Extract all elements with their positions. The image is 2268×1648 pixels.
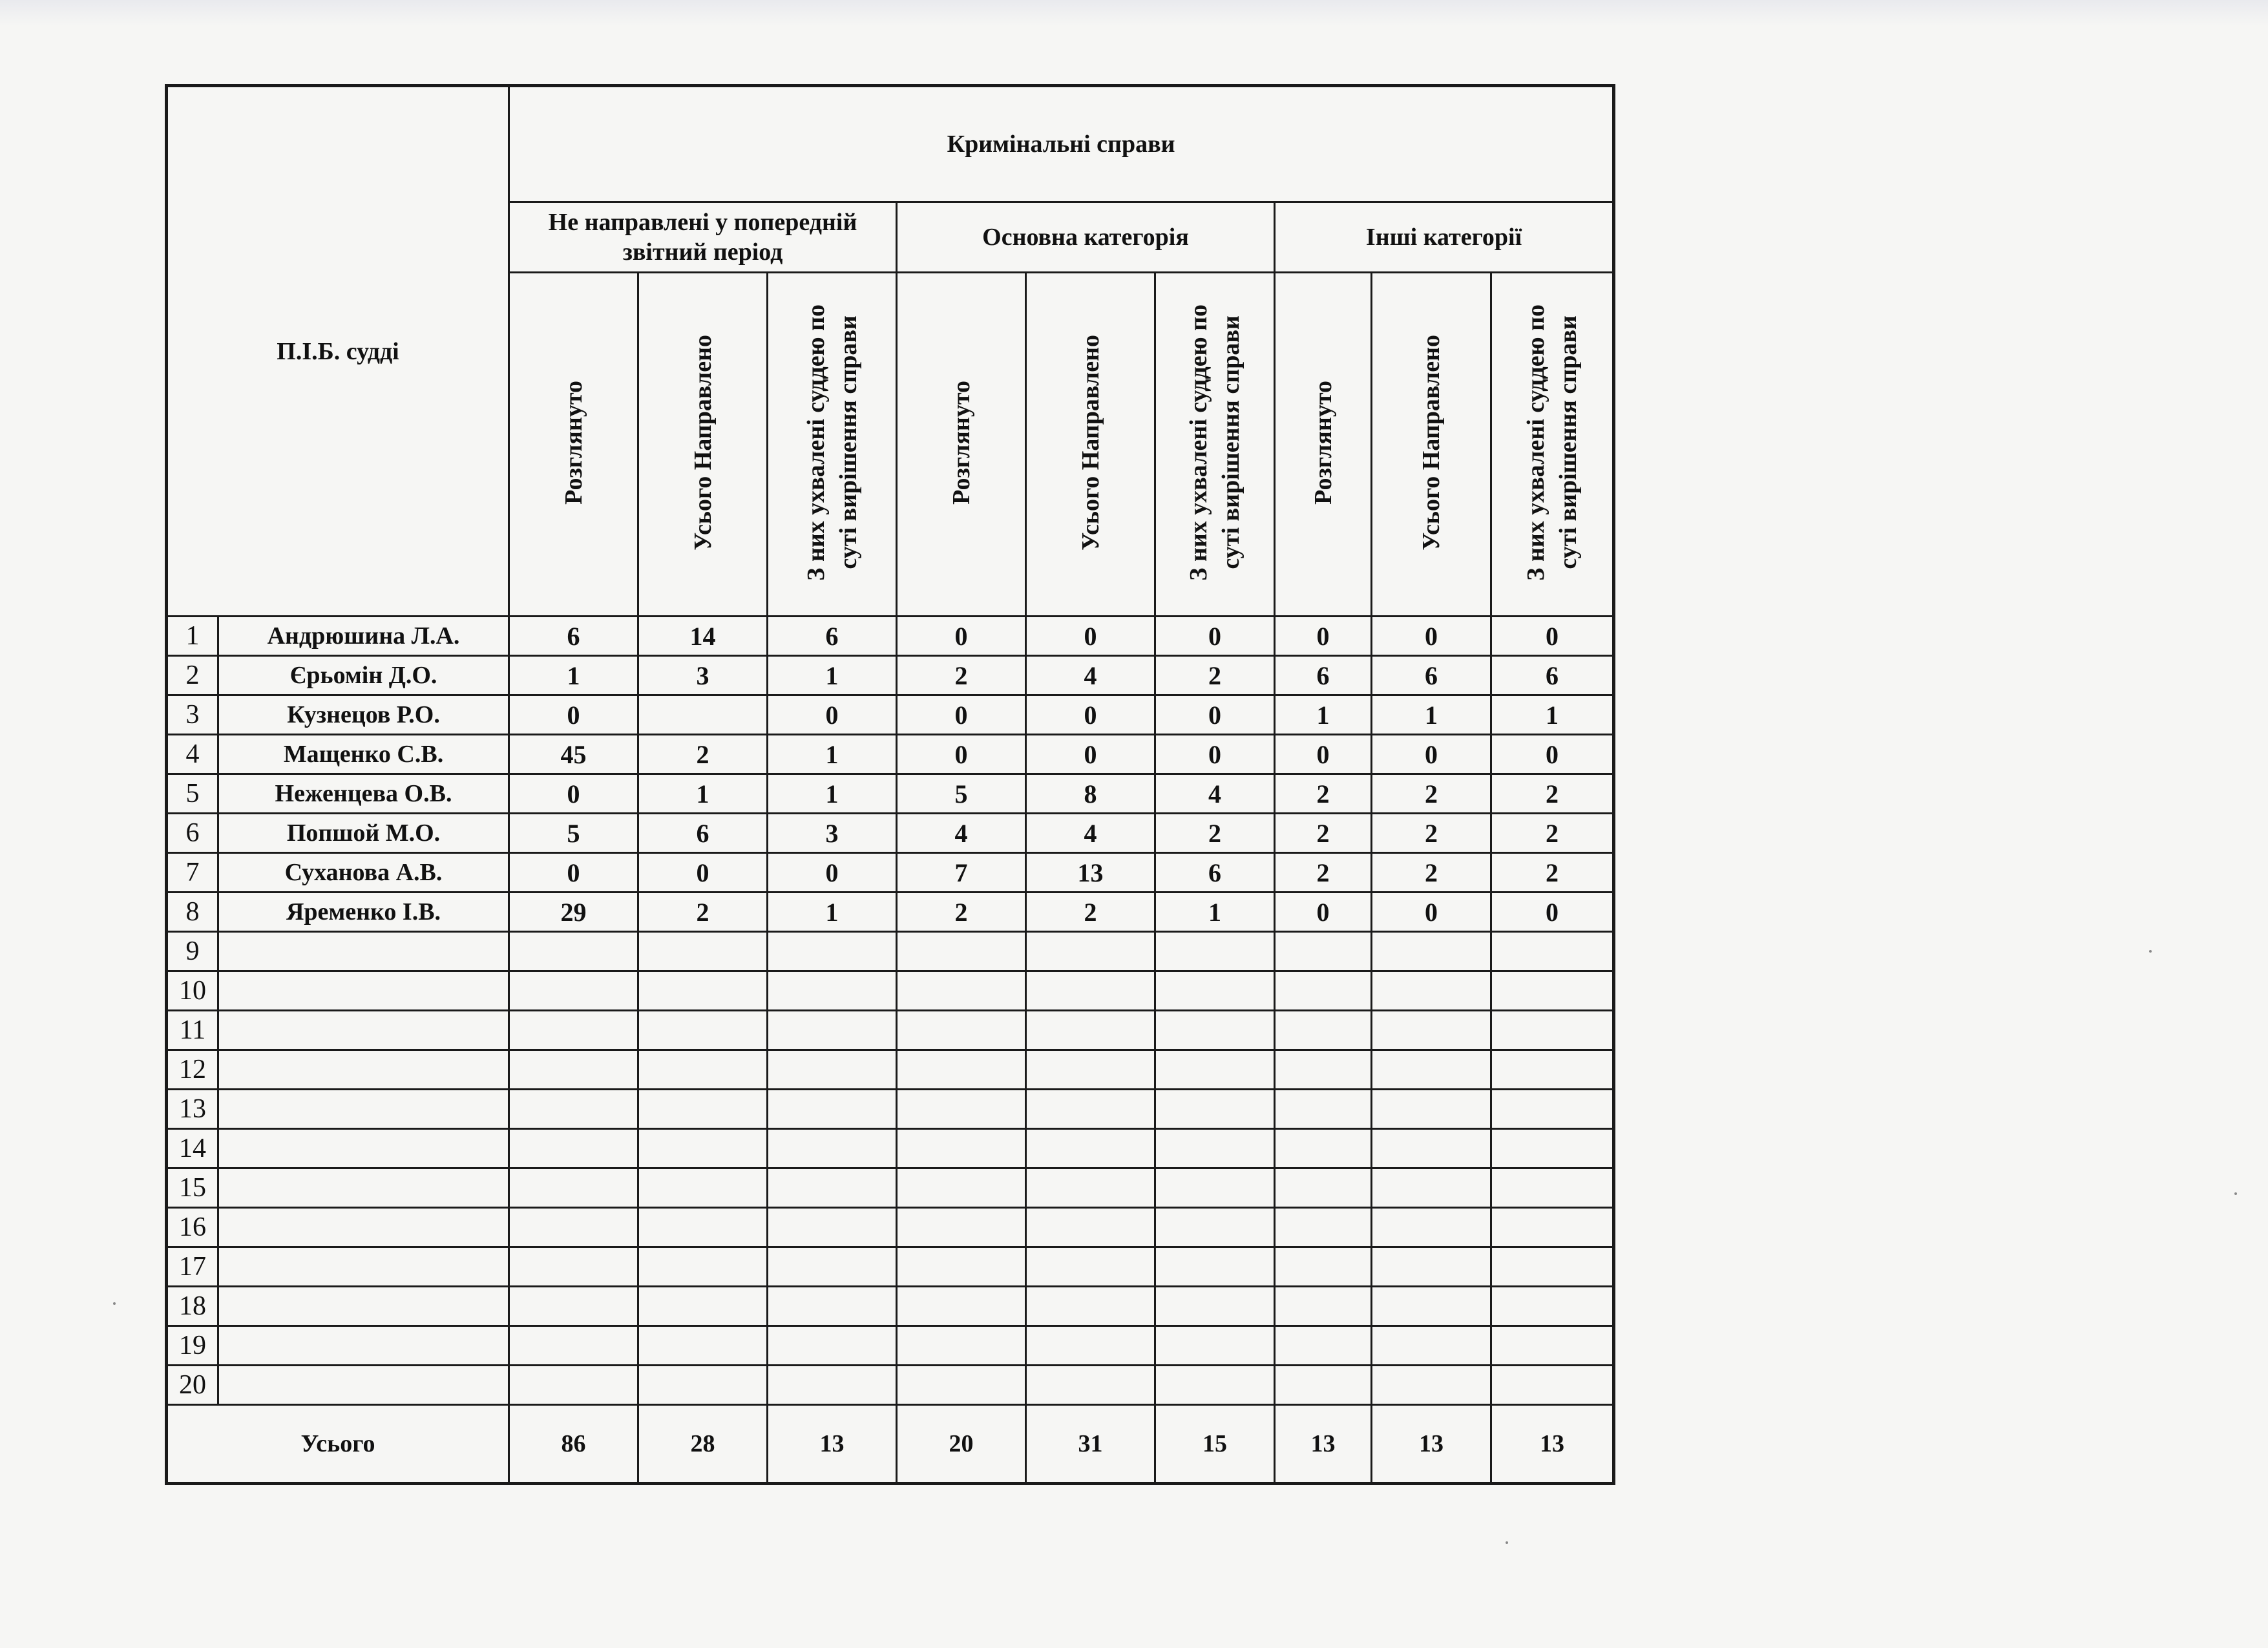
table-cell <box>897 1129 1026 1168</box>
table-cell: 0 <box>897 735 1026 774</box>
table-cell <box>1155 1011 1275 1050</box>
table-cell <box>509 1326 638 1366</box>
table-cell <box>638 1129 768 1168</box>
table-cell <box>897 971 1026 1011</box>
table-cell <box>1155 1129 1275 1168</box>
row-number: 1 <box>167 617 218 656</box>
scan-edge-shadow <box>0 0 2268 26</box>
row-number: 13 <box>167 1090 218 1129</box>
column-header <box>1275 273 1372 617</box>
column-header <box>1372 273 1491 617</box>
table-cell: 1 <box>1275 695 1372 735</box>
table-cell: 2 <box>897 893 1026 932</box>
table-cell <box>509 1366 638 1405</box>
row-number: 18 <box>167 1287 218 1326</box>
judge-name: Неженцева О.В. <box>218 774 509 814</box>
table-cell <box>1026 1011 1155 1050</box>
table-cell: 0 <box>509 695 638 735</box>
row-number: 12 <box>167 1050 218 1090</box>
table-cell <box>509 1050 638 1090</box>
scan-speck <box>2234 1192 2237 1195</box>
table-cell <box>1275 1326 1372 1366</box>
judge-name: Андрюшина Л.А. <box>218 617 509 656</box>
column-header <box>638 273 768 617</box>
table-cell <box>1026 1326 1155 1366</box>
table-cell <box>1491 1168 1614 1208</box>
table-cell <box>509 932 638 971</box>
table-cell: 0 <box>1491 735 1614 774</box>
table-cell: 6 <box>1155 853 1275 893</box>
table-cell <box>1155 1287 1275 1326</box>
table-cell <box>897 932 1026 971</box>
column-header <box>1155 273 1275 617</box>
table-cell <box>1491 1050 1614 1090</box>
table-cell <box>638 1168 768 1208</box>
total-cell: 13 <box>1372 1405 1491 1484</box>
table-cell <box>638 1090 768 1129</box>
column-header-label: Розглянуто <box>1309 381 1337 505</box>
row-number: 14 <box>167 1129 218 1168</box>
table-cell <box>1026 1287 1155 1326</box>
table-cell <box>638 1011 768 1050</box>
judge-name: Кузнецов Р.О. <box>218 695 509 735</box>
total-cell: 86 <box>509 1405 638 1484</box>
table-cell: 2 <box>1275 814 1372 853</box>
column-header-label: З них ухвалені суддею по суті вирішення справи <box>1185 304 1245 581</box>
table-cell: 5 <box>897 774 1026 814</box>
row-number: 17 <box>167 1247 218 1287</box>
table-cell: 2 <box>1275 853 1372 893</box>
table-cell: 3 <box>768 814 897 853</box>
table-cell <box>1491 932 1614 971</box>
table-cell: 0 <box>1275 735 1372 774</box>
table-row <box>167 893 1614 932</box>
total-cell: 31 <box>1026 1405 1155 1484</box>
table-cell <box>768 932 897 971</box>
table-cell <box>1491 1287 1614 1326</box>
table-cell <box>1491 1011 1614 1050</box>
table-cell: 0 <box>1026 617 1155 656</box>
judge-name: Попшой М.О. <box>218 814 509 853</box>
table-cell <box>1026 1129 1155 1168</box>
table-row <box>167 774 1614 814</box>
table-cell: 2 <box>1372 774 1491 814</box>
row-number: 10 <box>167 971 218 1011</box>
table-cell: 4 <box>897 814 1026 853</box>
table-cell: 2 <box>1372 814 1491 853</box>
criminal-cases-report-table <box>165 84 1615 1485</box>
table-row <box>167 1168 1614 1208</box>
table-cell <box>1491 1208 1614 1247</box>
table-row <box>167 656 1614 695</box>
table-row <box>167 617 1614 656</box>
table-cell: 0 <box>1026 735 1155 774</box>
table-cell <box>638 695 768 735</box>
table-cell: 0 <box>1155 735 1275 774</box>
group-header: Інші категорії <box>1275 202 1614 273</box>
table-cell: 4 <box>1026 814 1155 853</box>
judge-name <box>218 1208 509 1247</box>
table-cell: 2 <box>1372 853 1491 893</box>
row-number: 16 <box>167 1208 218 1247</box>
column-header-label: Усього Направлено <box>1418 335 1445 551</box>
group-header: Не направлені у попередній звітний період <box>509 202 897 273</box>
table-cell <box>638 1050 768 1090</box>
table-cell: 4 <box>1155 774 1275 814</box>
table-cell <box>1491 1326 1614 1366</box>
table-title: Кримінальні справи <box>509 86 1614 202</box>
table-cell <box>1491 1090 1614 1129</box>
table-cell <box>509 971 638 1011</box>
table-cell: 2 <box>897 656 1026 695</box>
table-cell <box>768 971 897 1011</box>
table-cell: 2 <box>638 893 768 932</box>
judge-name <box>218 1050 509 1090</box>
judge-name-header: П.І.Б. судді <box>167 86 509 617</box>
table-row <box>167 971 1614 1011</box>
table-cell: 2 <box>1491 774 1614 814</box>
judge-name <box>218 1247 509 1287</box>
table-cell <box>1275 1129 1372 1168</box>
judge-name: Суханова А.В. <box>218 853 509 893</box>
table-cell <box>1372 971 1491 1011</box>
row-number: 7 <box>167 853 218 893</box>
table-cell: 7 <box>897 853 1026 893</box>
judge-name <box>218 1366 509 1405</box>
table-cell <box>509 1011 638 1050</box>
scan-speck <box>2149 950 2152 953</box>
table-cell: 0 <box>638 853 768 893</box>
table-cell <box>1275 1050 1372 1090</box>
table-cell <box>1026 1090 1155 1129</box>
table-cell: 0 <box>1026 695 1155 735</box>
table-cell: 6 <box>768 617 897 656</box>
table-cell <box>1155 1366 1275 1405</box>
table-cell <box>638 1326 768 1366</box>
judge-name <box>218 971 509 1011</box>
judge-name: Мащенко С.В. <box>218 735 509 774</box>
table-cell <box>768 1168 897 1208</box>
table-cell <box>768 1050 897 1090</box>
table-row <box>167 1090 1614 1129</box>
table-cell: 2 <box>1491 853 1614 893</box>
judge-name <box>218 1011 509 1050</box>
row-number: 9 <box>167 932 218 971</box>
table-cell: 0 <box>1275 617 1372 656</box>
total-cell: 13 <box>1275 1405 1372 1484</box>
table-cell: 0 <box>1275 893 1372 932</box>
table-cell: 4 <box>1026 656 1155 695</box>
table-cell <box>768 1287 897 1326</box>
table-cell <box>897 1247 1026 1287</box>
table-cell: 29 <box>509 893 638 932</box>
table-cell <box>509 1129 638 1168</box>
column-header <box>509 273 638 617</box>
table-cell <box>638 971 768 1011</box>
table-cell <box>1275 1366 1372 1405</box>
table-cell <box>1372 1247 1491 1287</box>
table-cell <box>638 1247 768 1287</box>
table-cell: 1 <box>509 656 638 695</box>
judge-name <box>218 1326 509 1366</box>
table-cell: 5 <box>509 814 638 853</box>
row-number: 2 <box>167 656 218 695</box>
column-header <box>897 273 1026 617</box>
judge-name: Яременко І.В. <box>218 893 509 932</box>
row-number: 6 <box>167 814 218 853</box>
table-cell <box>1026 1168 1155 1208</box>
table-cell <box>768 1326 897 1366</box>
group-header: Основна категорія <box>897 202 1275 273</box>
table-cell: 3 <box>638 656 768 695</box>
table-row <box>167 735 1614 774</box>
table-cell <box>1155 1050 1275 1090</box>
table-cell <box>638 1287 768 1326</box>
table-cell <box>1026 1208 1155 1247</box>
scan-speck <box>1506 1541 1508 1544</box>
table-row <box>167 1011 1614 1050</box>
judge-name <box>218 1129 509 1168</box>
table-cell <box>1275 1208 1372 1247</box>
table-cell: 13 <box>1026 853 1155 893</box>
table-row <box>167 1326 1614 1366</box>
scan-speck <box>113 1302 116 1305</box>
table-cell: 2 <box>1155 814 1275 853</box>
table-cell: 14 <box>638 617 768 656</box>
table-cell <box>638 1366 768 1405</box>
table-row <box>167 1366 1614 1405</box>
table-cell: 0 <box>1372 735 1491 774</box>
table-cell <box>768 1129 897 1168</box>
table-cell <box>1491 971 1614 1011</box>
table-cell <box>768 1247 897 1287</box>
total-cell: 28 <box>638 1405 768 1484</box>
table-cell: 1 <box>768 774 897 814</box>
total-row <box>167 1405 1614 1484</box>
total-cell: 13 <box>1491 1405 1614 1484</box>
table-cell: 1 <box>768 735 897 774</box>
table-cell <box>1372 1287 1491 1326</box>
table-cell <box>1275 1247 1372 1287</box>
column-header <box>768 273 897 617</box>
table-cell <box>768 1366 897 1405</box>
table-cell <box>1275 1090 1372 1129</box>
table-cell: 8 <box>1026 774 1155 814</box>
table-cell: 1 <box>1372 695 1491 735</box>
table-cell <box>1275 1287 1372 1326</box>
column-header-label: З них ухвалені суддею по суті вирішення справи <box>802 304 862 581</box>
table-cell <box>1275 932 1372 971</box>
row-number: 15 <box>167 1168 218 1208</box>
table-cell <box>1372 932 1491 971</box>
row-number: 5 <box>167 774 218 814</box>
table-cell <box>1026 1247 1155 1287</box>
table-row <box>167 814 1614 853</box>
table-row <box>167 853 1614 893</box>
table-cell <box>897 1168 1026 1208</box>
table-cell <box>1155 1326 1275 1366</box>
column-header-label: Розглянуто <box>947 381 975 505</box>
table-cell: 6 <box>1491 656 1614 695</box>
table-row <box>167 1050 1614 1090</box>
table-cell <box>1491 1366 1614 1405</box>
table-cell: 0 <box>1155 695 1275 735</box>
table-cell <box>1491 1129 1614 1168</box>
table-cell <box>1275 1011 1372 1050</box>
column-header <box>1026 273 1155 617</box>
judge-name <box>218 1090 509 1129</box>
table-row <box>167 1208 1614 1247</box>
table-cell <box>1155 1090 1275 1129</box>
table-cell: 0 <box>1491 893 1614 932</box>
table-cell <box>1372 1090 1491 1129</box>
table-cell: 1 <box>638 774 768 814</box>
judge-name <box>218 1168 509 1208</box>
judge-name: Єрьомін Д.О. <box>218 656 509 695</box>
table-cell <box>768 1090 897 1129</box>
column-header-label: Усього Направлено <box>689 335 717 551</box>
table-cell <box>1155 1247 1275 1287</box>
table-cell <box>509 1208 638 1247</box>
table-cell <box>768 1208 897 1247</box>
table-cell: 6 <box>1275 656 1372 695</box>
table-cell <box>1275 971 1372 1011</box>
table-cell <box>509 1168 638 1208</box>
table-cell <box>897 1011 1026 1050</box>
row-number: 4 <box>167 735 218 774</box>
table-cell: 0 <box>509 774 638 814</box>
table-cell <box>638 1208 768 1247</box>
table-cell <box>1155 932 1275 971</box>
table-cell: 0 <box>1491 617 1614 656</box>
table-cell <box>509 1287 638 1326</box>
table-cell <box>1372 1366 1491 1405</box>
total-label: Усього <box>167 1405 509 1484</box>
total-cell: 13 <box>768 1405 897 1484</box>
table-cell: 6 <box>509 617 638 656</box>
table-cell: 1 <box>768 893 897 932</box>
table-cell: 0 <box>1372 617 1491 656</box>
table-cell <box>1491 1247 1614 1287</box>
table-cell <box>1372 1326 1491 1366</box>
total-cell: 20 <box>897 1405 1026 1484</box>
table-cell <box>768 1011 897 1050</box>
table-cell: 0 <box>897 617 1026 656</box>
table-cell <box>897 1287 1026 1326</box>
table-cell <box>897 1326 1026 1366</box>
table-row <box>167 1247 1614 1287</box>
table-cell <box>1155 1208 1275 1247</box>
column-header-label: Розглянуто <box>560 381 587 505</box>
row-number: 8 <box>167 893 218 932</box>
table-cell: 0 <box>509 853 638 893</box>
table-cell: 2 <box>1155 656 1275 695</box>
table-cell <box>509 1090 638 1129</box>
table-cell: 2 <box>1275 774 1372 814</box>
table-cell: 0 <box>1155 617 1275 656</box>
row-number: 11 <box>167 1011 218 1050</box>
table-cell <box>638 932 768 971</box>
table-row <box>167 932 1614 971</box>
table-row <box>167 1287 1614 1326</box>
table-cell <box>897 1366 1026 1405</box>
table-cell: 0 <box>897 695 1026 735</box>
table-cell: 0 <box>768 695 897 735</box>
table-cell <box>1026 971 1155 1011</box>
table-cell <box>1372 1129 1491 1168</box>
table-cell <box>1155 1168 1275 1208</box>
table-cell <box>1372 1208 1491 1247</box>
table-cell: 0 <box>768 853 897 893</box>
table-cell <box>897 1208 1026 1247</box>
table-row <box>167 1129 1614 1168</box>
table-cell: 1 <box>1155 893 1275 932</box>
table-cell: 2 <box>1026 893 1155 932</box>
table-cell <box>509 1247 638 1287</box>
table-cell <box>1026 1050 1155 1090</box>
table-cell <box>1372 1168 1491 1208</box>
row-number: 20 <box>167 1366 218 1405</box>
row-number: 3 <box>167 695 218 735</box>
table-cell: 0 <box>1372 893 1491 932</box>
table-cell <box>1372 1011 1491 1050</box>
table-cell <box>897 1050 1026 1090</box>
table-cell <box>1372 1050 1491 1090</box>
total-cell: 15 <box>1155 1405 1275 1484</box>
table-cell: 2 <box>638 735 768 774</box>
table-cell: 45 <box>509 735 638 774</box>
row-number: 19 <box>167 1326 218 1366</box>
table-cell: 1 <box>768 656 897 695</box>
table-row <box>167 695 1614 735</box>
column-header-label: З них ухвалені суддею по суті вирішення справи <box>1522 304 1582 581</box>
table-cell <box>1026 932 1155 971</box>
table-cell: 1 <box>1491 695 1614 735</box>
table-cell: 6 <box>1372 656 1491 695</box>
table-cell <box>1275 1168 1372 1208</box>
column-header <box>1491 273 1614 617</box>
column-header-label: Усього Направлено <box>1076 335 1104 551</box>
judge-name <box>218 1287 509 1326</box>
table-cell <box>897 1090 1026 1129</box>
table-cell <box>1155 971 1275 1011</box>
table-cell <box>1026 1366 1155 1405</box>
table-cell: 6 <box>638 814 768 853</box>
table-cell: 2 <box>1491 814 1614 853</box>
judge-name <box>218 932 509 971</box>
